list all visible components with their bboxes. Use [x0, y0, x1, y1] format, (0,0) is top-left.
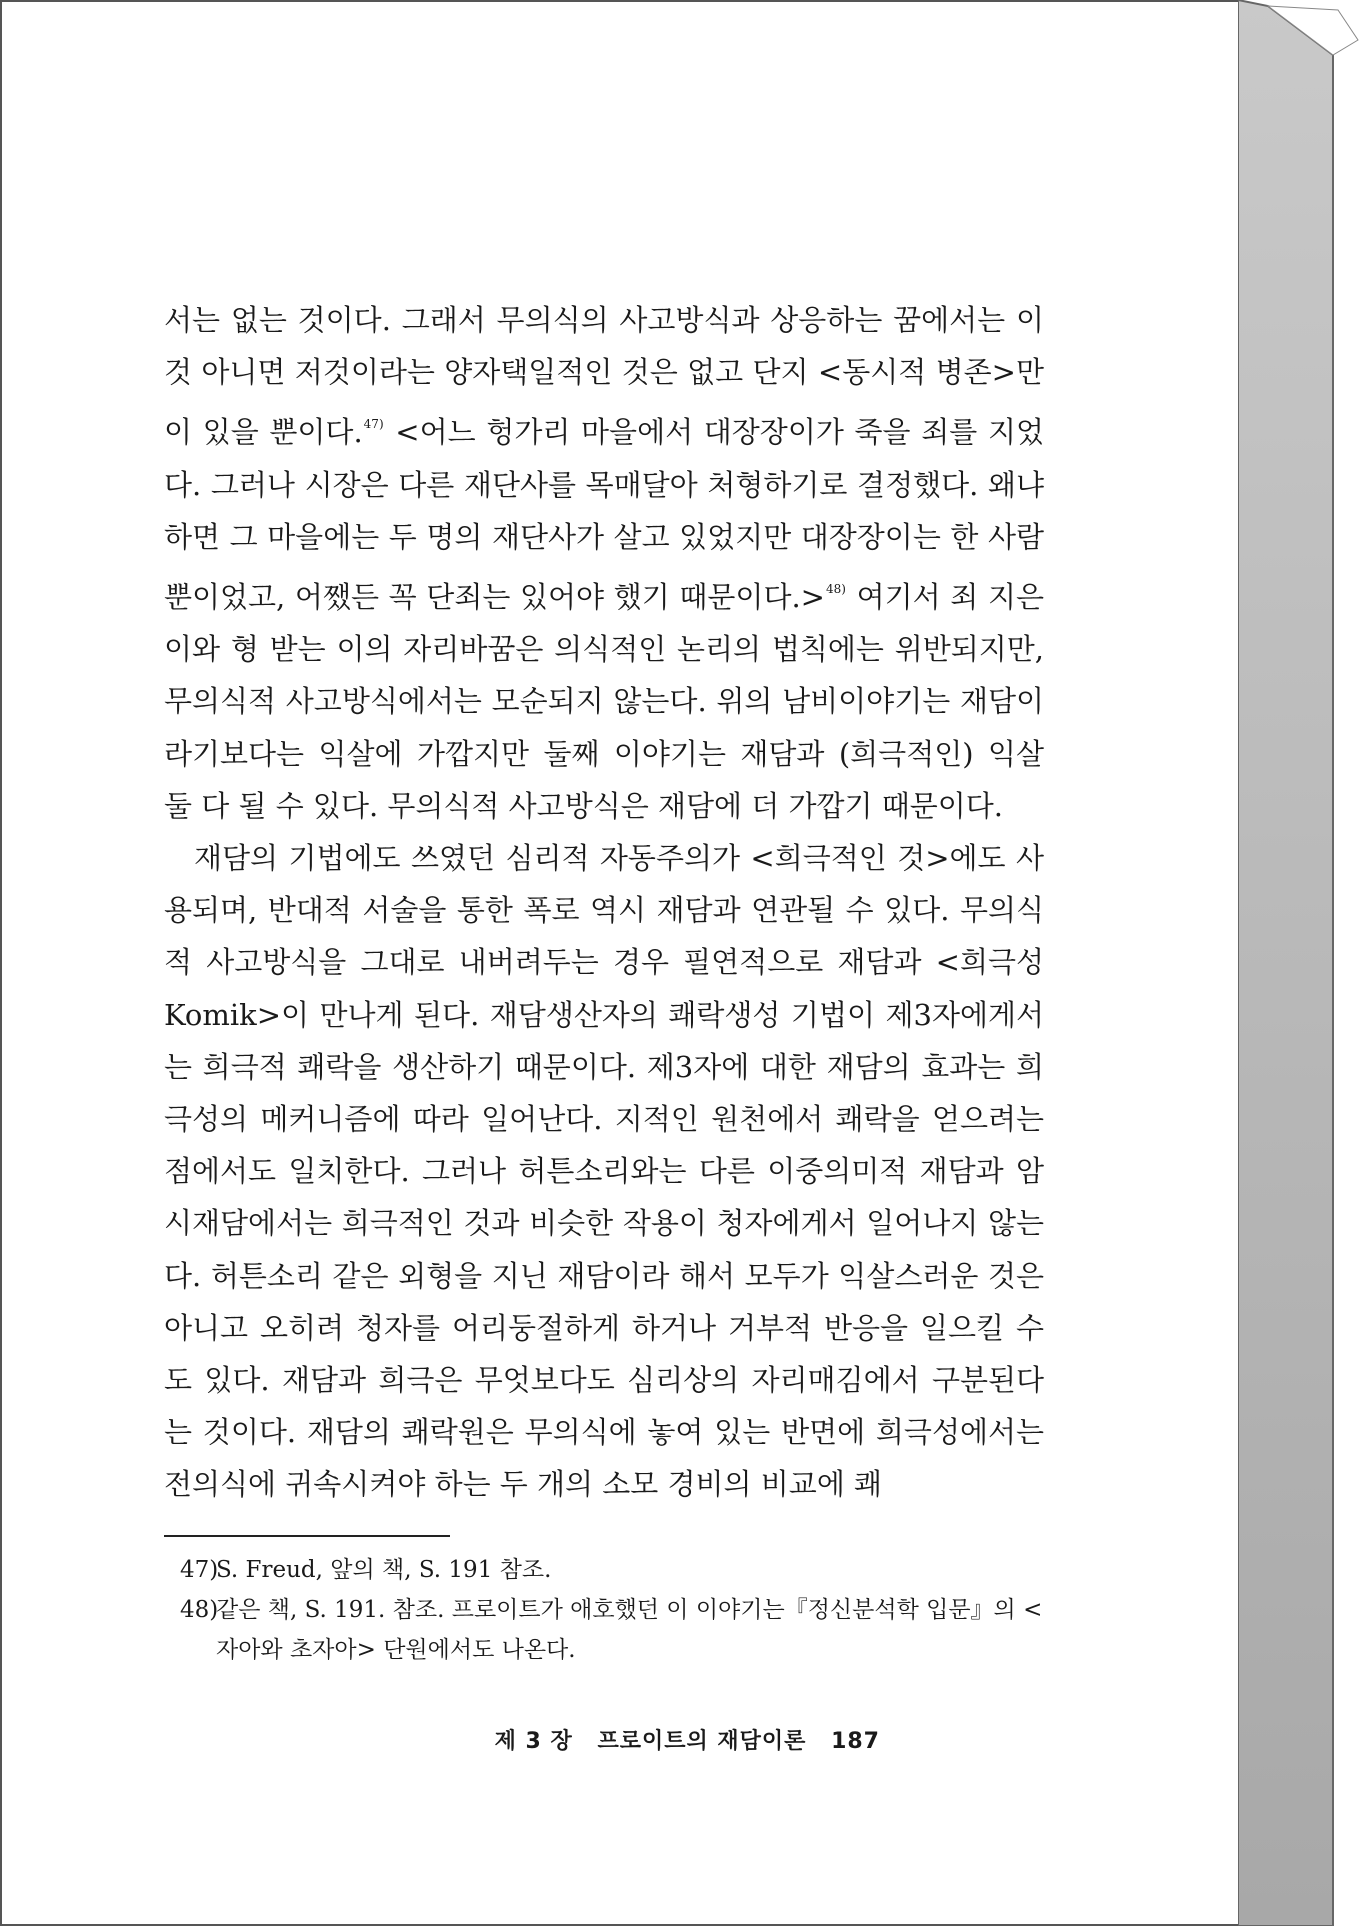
page-number: 187 [831, 1729, 880, 1754]
footer-title: 프로이트의 재담이론 [597, 1729, 807, 1754]
footer-chapter: 제 3 장 [494, 1729, 573, 1754]
paragraph-1-text-b: <어느 헝가리 마을에서 대장장이가 죽을 죄를 지었다. 그러나 시장은 다른 재단사를 목매달아 처형하기로 결정했다. 왜냐하면 그 마을에는 두 명의 재단사가 살고 있었지만 대장장이는 한 사람뿐이었고, 어쨌든 꼭 단죄는 있어야 했기 때문이다.> [164, 415, 1044, 615]
footnote-number: 47) [180, 1557, 219, 1583]
paragraph-2: 재담의 기법에도 쓰였던 심리적 자동주의가 <희극적인 것>에도 사용되며, 반대적 서술을 통한 폭로 역시 재담과 연관될 수 있다. 무의식적 사고방식을 그대로 내버려두는 경우 필연적으로 재담과 <희극성 Komik>이 만나게 된다. 재담생산자의 쾌락생성 기법이 제3자에게서는 희극적 쾌락을 생산하기 때문이다. 제3자에 대한 재담의 효과는 희극성의 메커니즘에 따라 일어난다. 지적인 원천에서 쾌락을 얻으려는 점에서도 일치한다. 그러나 허튼소리와는 다른 이중의미적 재담과 암시재담에서는 희극적인 것과 비슷한 작용이 청자에게서 일어나지 않는다. 허튼소리 같은 외형을 지닌 재담이라 해서 모두가 익살스러운 것은 아니고 오히려 청자를 어리둥절하게 하거나 거부적 반응을 일으킬 수도 있다. 재담과 희극은 무엇보다도 심리상의 자리매김에서 구분된다는 것이다. 재담의 쾌락원은 무의식에 놓여 있는 반면에 희극성에서는 전의식에 귀속시켜야 하는 두 개의 소모 경비의 비교에 쾌 [164, 841, 1044, 1502]
footnote-text: S. Freud, 앞의 책, S. 191 참조. [216, 1557, 552, 1583]
footnote-ref-48: 48) [825, 582, 846, 597]
footnote-ref-47: 47) [363, 417, 384, 432]
paragraph-1-text-c: 여기서 죄 지은 이와 형 받는 이의 자리바꿈은 의식적인 논리의 법칙에는 위반되지만, 무의식적 사고방식에서는 모순되지 않는다. 위의 남비이야기는 재담이라기보다는 익살에 가깝지만 둘째 이야기는 재담과 (희극적인) 익살 둘 다 될 수 있다. 무의식적 사고방식은 재담에 더 가깝기 때문이다. [164, 580, 1044, 823]
footnotes [180, 1550, 1060, 1670]
footnote-47 [180, 1550, 1060, 1590]
footnote-divider [164, 1535, 450, 1537]
body-text [164, 294, 1044, 1511]
footnote-48 [180, 1590, 1060, 1670]
footnote-number: 48) [180, 1597, 219, 1623]
footnote-text: 같은 책, S. 191. 참조. 프로이트가 애호했던 이 이야기는『정신분석학 입문』의 <자아와 초자아> 단원에서도 나온다. [216, 1597, 1043, 1663]
book-spine-edge [1238, 0, 1365, 1926]
running-footer [479, 1724, 880, 1755]
paragraph-1 [164, 294, 1044, 832]
paragraph-1-text-a: 서는 없는 것이다. 그래서 무의식의 사고방식과 상응하는 꿈에서는 이것 아니면 저것이라는 양자택일적인 것은 없고 단지 <동시적 병존>만이 있을 뿐이다. [164, 303, 1044, 450]
